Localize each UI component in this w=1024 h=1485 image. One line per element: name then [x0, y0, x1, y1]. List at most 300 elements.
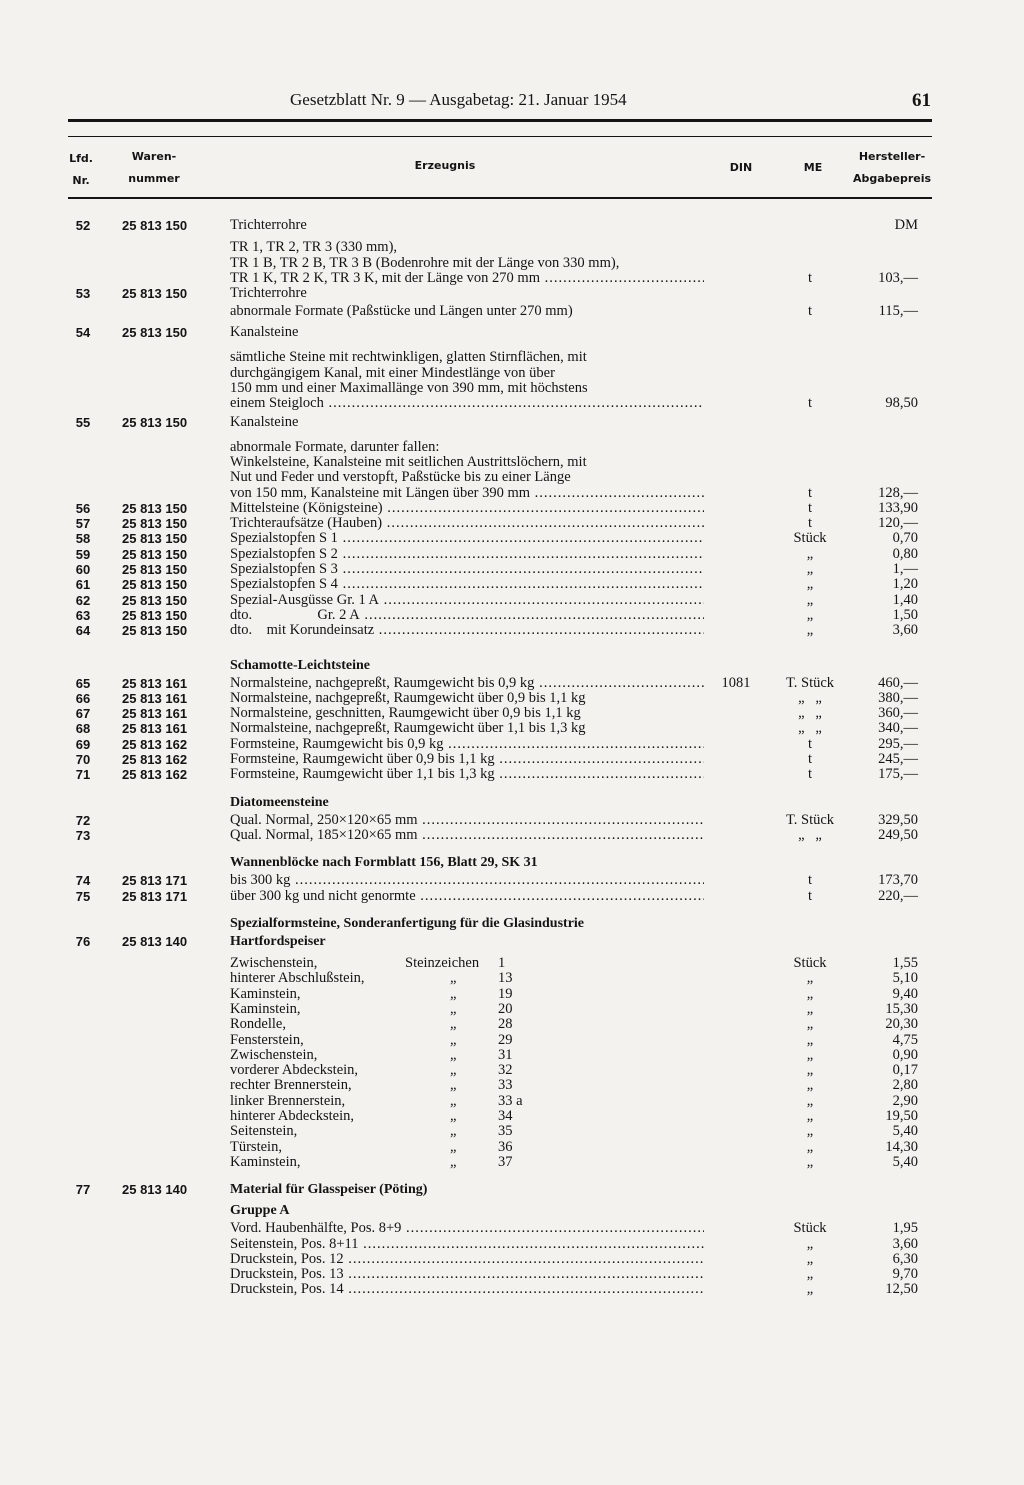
column-header-me: ME: [803, 161, 823, 174]
section-heading: [0, 1200, 1024, 1221]
item-code: 25 813 162: [122, 752, 188, 768]
column-header-abgabepreis: Hersteller- Abgabepreis: [852, 150, 932, 185]
item-code: 25 813 150: [122, 562, 188, 578]
item-unit: T. Stück: [785, 674, 835, 691]
item-price: 1,95: [892, 1220, 918, 1237]
item-unit: t: [807, 303, 813, 320]
stone-mark-number: 28: [498, 1016, 513, 1033]
item-unit: t: [807, 484, 813, 501]
table-row: [0, 1282, 1024, 1297]
stone-mark-label: „: [450, 1153, 457, 1170]
item-code: 25 813 161: [122, 706, 188, 722]
table-row: [0, 889, 1024, 904]
item-unit: „ „: [798, 720, 822, 737]
item-price: 9,70: [892, 1266, 918, 1283]
stone-mark-number: 37: [498, 1153, 513, 1170]
stone-mark-number: 34: [498, 1108, 513, 1125]
item-price: 1,40: [892, 591, 918, 608]
table-row: [0, 455, 1024, 470]
item-unit: „: [806, 1046, 814, 1063]
item-unit: t: [807, 751, 813, 768]
item-number: 74: [75, 873, 91, 889]
item-unit: „: [806, 985, 814, 1002]
item-price: 329,50: [878, 811, 918, 828]
table-row: [0, 706, 1024, 721]
stone-mark-label: „: [450, 1000, 457, 1017]
table-row: [0, 873, 1024, 888]
item-description: Fensterstein,: [230, 1032, 304, 1048]
item-code: 25 813 162: [122, 767, 188, 783]
item-price: 5,40: [892, 1123, 918, 1140]
item-unit: t: [807, 395, 813, 412]
item-unit: Stück: [793, 955, 827, 972]
table-row: [0, 1109, 1024, 1124]
item-number: 68: [75, 721, 91, 737]
item-code: 25 813 150: [122, 607, 188, 623]
item-price: 14,30: [885, 1138, 918, 1155]
item-price: 12,50: [885, 1281, 918, 1298]
item-unit: t: [807, 872, 813, 889]
item-description: abnormale Formate, darunter fallen:: [230, 439, 440, 455]
stone-mark-number: 33: [498, 1077, 513, 1094]
item-unit: „: [806, 576, 814, 593]
item-unit: „: [806, 1016, 814, 1033]
section-title: Spezialformsteine, Sonderanfertigung für die Glasindustrie: [230, 915, 585, 931]
item-unit: „: [806, 1123, 814, 1140]
stone-mark-label: „: [450, 1138, 457, 1155]
item-price: 175,—: [878, 766, 918, 783]
item-description: Spezialstopfen S 2 .....: [230, 547, 704, 562]
item-description: Qual. Normal, 250×120×65 mm .....: [230, 813, 704, 828]
item-number: 56: [75, 500, 91, 516]
section-title: Schamotte-Leichtsteine: [230, 657, 370, 673]
stone-mark-number: 35: [498, 1123, 513, 1140]
item-code: 25 813 150: [122, 531, 188, 547]
item-code: 25 813 150: [122, 414, 188, 430]
table-row: [0, 1155, 1024, 1170]
item-description: Kaminstein,: [230, 1154, 301, 1170]
table-row: [0, 531, 1024, 546]
table-row: [0, 350, 1024, 365]
item-code: 25 813 150: [122, 516, 188, 532]
item-description: TR 1, TR 2, TR 3 (330 mm),: [230, 240, 398, 256]
item-description: von 150 mm, Kanalsteine mit Längen über 390 mm .....: [230, 486, 704, 501]
item-price: 0,90: [892, 1046, 918, 1063]
item-code: 25 813 162: [122, 736, 188, 752]
item-code: 25 813 140: [122, 933, 188, 949]
item-description: Nut und Feder und verstopft, Paßstücke bis zu einer Länge: [230, 470, 571, 486]
item-number: 63: [75, 607, 91, 623]
column-header-nr: Lfd. Nr.: [69, 152, 93, 187]
item-price: 1,—: [892, 561, 918, 578]
stone-mark-number: 29: [498, 1031, 513, 1048]
item-description: TR 1 B, TR 2 B, TR 3 B (Bodenrohre mit der Länge von 330 mm),: [230, 255, 620, 271]
table-row: [0, 828, 1024, 843]
item-price: 0,80: [892, 545, 918, 562]
table-row: [0, 286, 1024, 301]
item-unit: „: [806, 1138, 814, 1155]
table-row: [0, 1017, 1024, 1032]
item-description: Spezialstopfen S 4 .....: [230, 577, 704, 592]
item-description: hinterer Abdeckstein,: [230, 1109, 355, 1125]
stone-mark-label: „: [450, 1062, 457, 1079]
item-description: Spezialstopfen S 1 .....: [230, 531, 704, 546]
table-row: [0, 1063, 1024, 1078]
item-unit: „: [806, 1000, 814, 1017]
stone-mark-number: 1: [498, 955, 506, 972]
table-row: [0, 1048, 1024, 1063]
table-row: [0, 691, 1024, 706]
item-unit: „: [806, 1031, 814, 1048]
table-row: [0, 1179, 1024, 1200]
item-unit: t: [807, 515, 813, 532]
table-row: [0, 934, 1024, 949]
subsection-title: Hartfordspeiser: [230, 933, 326, 949]
item-price: 20,30: [885, 1016, 918, 1033]
table-row: [0, 1252, 1024, 1267]
item-price: 360,—: [878, 705, 918, 722]
table-row: [0, 547, 1024, 562]
item-description: linker Brennerstein,: [230, 1093, 346, 1109]
subsection-title: Gruppe A: [230, 1203, 290, 1219]
stone-mark-label: Steinzeichen: [405, 955, 480, 972]
item-unit: t: [807, 499, 813, 516]
item-price: 1,50: [892, 606, 918, 623]
stone-mark-label: „: [450, 1123, 457, 1140]
item-description: Seitenstein,: [230, 1124, 298, 1140]
item-number: 62: [75, 592, 91, 608]
section-heading: [0, 792, 1024, 813]
item-number: 77: [75, 1182, 91, 1198]
item-description: hinterer Abschlußstein,: [230, 971, 365, 987]
table-row: [0, 1078, 1024, 1093]
item-description: Kaminstein,: [230, 1001, 301, 1017]
item-description: Mittelsteine (Königsteine) .....: [230, 501, 704, 516]
stone-mark-label: „: [450, 985, 457, 1002]
item-number: 72: [75, 812, 91, 828]
item-price: 98,50: [885, 395, 918, 412]
item-description: Zwischenstein,: [230, 956, 318, 972]
item-code: 25 813 150: [122, 500, 188, 516]
item-number: 53: [75, 286, 91, 302]
item-price: 1,20: [892, 576, 918, 593]
table-row: [0, 593, 1024, 608]
item-unit: Stück: [793, 1220, 827, 1237]
item-unit: „: [806, 1281, 814, 1298]
table-row: [0, 396, 1024, 411]
stone-mark-label: „: [450, 1031, 457, 1048]
table-row: [0, 486, 1024, 501]
table-row: [0, 737, 1024, 752]
item-description: Normalsteine, geschnitten, Raumgewicht über 0,9 bis 1,1 kg: [230, 706, 581, 722]
item-code: 25 813 140: [122, 1182, 188, 1198]
item-description: Kaminstein,: [230, 986, 301, 1002]
item-unit: „: [806, 1250, 814, 1267]
item-code: 25 813 161: [122, 675, 188, 691]
column-header-erzeugnis: Erzeugnis: [414, 159, 476, 172]
item-description: Trichteraufsätze (Hauben) .....: [230, 516, 704, 531]
stone-mark-label: „: [450, 1108, 457, 1125]
item-description: bis 300 kg .....: [230, 873, 704, 888]
item-unit: Stück: [793, 530, 827, 547]
item-number: 76: [75, 933, 91, 949]
table-row: [0, 1094, 1024, 1109]
item-code: 25 813 150: [122, 325, 188, 341]
item-description: Formsteine, Raumgewicht bis 0,9 kg .....: [230, 737, 704, 752]
item-unit: t: [807, 887, 813, 904]
column-header-din: DIN: [729, 161, 753, 174]
item-code: 25 813 161: [122, 721, 188, 737]
item-number: 60: [75, 562, 91, 578]
item-number: 73: [75, 827, 91, 843]
stone-mark-number: 13: [498, 970, 513, 987]
item-code: 25 813 171: [122, 888, 188, 904]
item-code: 25 813 150: [122, 286, 188, 302]
table-row: [0, 676, 1024, 691]
item-price: 15,30: [885, 1000, 918, 1017]
stone-mark-label: „: [450, 1092, 457, 1109]
item-price: 6,30: [892, 1250, 918, 1267]
item-description: sämtliche Steine mit rechtwinkligen, glatten Stirnflächen, mit: [230, 350, 587, 366]
table-row: [0, 1124, 1024, 1139]
item-unit: „: [806, 1077, 814, 1094]
item-description: Druckstein, Pos. 12 .....: [230, 1252, 704, 1267]
item-number: 65: [75, 675, 91, 691]
item-price: DM: [894, 217, 918, 233]
item-description: Normalsteine, nachgepreßt, Raumgewicht bis 0,9 kg .....: [230, 676, 704, 691]
table-row: [0, 412, 1024, 433]
item-unit: „ „: [798, 689, 822, 706]
item-description: TR 1 K, TR 2 K, TR 3 K, mit der Länge von 270 mm .....: [230, 271, 704, 286]
item-description: Spezial-Ausgüsse Gr. 1 A .....: [230, 593, 704, 608]
table-row: [0, 301, 1024, 322]
item-price: 103,—: [878, 269, 918, 286]
item-description: Druckstein, Pos. 13 .....: [230, 1267, 704, 1282]
item-price: 19,50: [885, 1108, 918, 1125]
stone-mark-number: 33 a: [498, 1092, 523, 1109]
table-row: [0, 256, 1024, 271]
item-code: 25 813 150: [122, 623, 188, 639]
item-code: 25 813 150: [122, 218, 188, 233]
item-unit: „: [806, 622, 814, 639]
item-unit: „: [806, 1153, 814, 1170]
table-row: [0, 322, 1024, 343]
item-price: 295,—: [878, 735, 918, 752]
item-number: 59: [75, 546, 91, 562]
table-row: [0, 1140, 1024, 1155]
item-unit: T. Stück: [785, 811, 835, 828]
table-row: [0, 987, 1024, 1002]
table-row: [0, 501, 1024, 516]
header-rule-thin: [68, 136, 932, 137]
item-unit: „: [806, 970, 814, 987]
stone-mark-label: „: [450, 970, 457, 987]
table-row: [0, 971, 1024, 986]
item-description: dto. Gr. 2 A .....: [230, 608, 704, 623]
item-description: 150 mm und einer Maximallänge von 390 mm, mit höchstens: [230, 381, 588, 397]
item-unit: „: [806, 1235, 814, 1252]
item-price: 3,60: [892, 1235, 918, 1252]
item-number: 75: [75, 888, 91, 904]
item-unit: „ „: [798, 826, 822, 843]
section-heading: [0, 913, 1024, 934]
item-number: 55: [75, 414, 91, 430]
item-code: 25 813 171: [122, 873, 188, 889]
section-title: Wannenblöcke nach Formblatt 156, Blatt 29, SK 31: [230, 855, 538, 871]
table-row: [0, 240, 1024, 255]
item-unit: „: [806, 606, 814, 623]
item-description: Zwischenstein,: [230, 1047, 318, 1063]
item-description: dto. mit Korundeinsatz .....: [230, 623, 704, 638]
item-code: 25 813 161: [122, 690, 188, 706]
item-description: Kanalsteine: [230, 413, 299, 430]
item-price: 5,10: [892, 970, 918, 987]
item-number: 61: [75, 577, 91, 593]
item-unit: „: [806, 1108, 814, 1125]
section-heading: [0, 655, 1024, 676]
item-description: Trichterrohre: [230, 286, 307, 302]
table-row: [0, 608, 1024, 623]
page-number: 61: [912, 90, 931, 111]
table-row: [0, 562, 1024, 577]
header-rule-bottom: [68, 197, 932, 199]
item-number: 57: [75, 516, 91, 532]
item-description: vorderer Abdeckstein,: [230, 1063, 359, 1079]
table-row: [0, 440, 1024, 455]
item-code: 25 813 150: [122, 592, 188, 608]
item-description: Normalsteine, nachgepreßt, Raumgewicht über 0,9 bis 1,1 kg: [230, 690, 586, 706]
item-code: 25 813 150: [122, 546, 188, 562]
item-price: 0,70: [892, 530, 918, 547]
table-row: [0, 516, 1024, 531]
item-price: 9,40: [892, 985, 918, 1002]
item-number: 64: [75, 623, 91, 639]
item-description: Rondelle,: [230, 1017, 286, 1033]
table-row: [0, 381, 1024, 396]
running-head: Gesetzblatt Nr. 9 — Ausgabetag: 21. Januar 1954: [290, 90, 627, 109]
item-unit: t: [807, 735, 813, 752]
item-number: 66: [75, 690, 91, 706]
item-number: 67: [75, 706, 91, 722]
item-number: 70: [75, 752, 91, 768]
item-price: 4,75: [892, 1031, 918, 1048]
item-unit: „: [806, 1062, 814, 1079]
stone-mark-label: „: [450, 1077, 457, 1094]
table-row: [0, 470, 1024, 485]
item-description: Seitenstein, Pos. 8+11 .....: [230, 1237, 704, 1252]
item-unit: „: [806, 561, 814, 578]
table-row: [0, 366, 1024, 381]
item-description: über 300 kg und nicht genormte .....: [230, 889, 704, 904]
item-description: Formsteine, Raumgewicht über 1,1 bis 1,3 kg .....: [230, 767, 704, 782]
table-row: [0, 271, 1024, 286]
item-din: 1081: [721, 674, 751, 691]
item-description: durchgängigem Kanal, mit einer Mindestlänge von über: [230, 365, 555, 381]
section-heading: [0, 852, 1024, 873]
stone-mark-number: 31: [498, 1046, 513, 1063]
stone-mark-number: 32: [498, 1062, 513, 1079]
stone-mark-number: 36: [498, 1138, 513, 1155]
item-unit: t: [807, 766, 813, 783]
section-title: Diatomeensteine: [230, 794, 329, 810]
table-row: [0, 767, 1024, 782]
table-row: [0, 752, 1024, 767]
header-rule-top: [68, 119, 932, 122]
item-description: rechter Brennerstein,: [230, 1078, 352, 1094]
item-unit: „ „: [798, 705, 822, 722]
item-price: 245,—: [878, 751, 918, 768]
item-price: 3,60: [892, 622, 918, 639]
item-price: 340,—: [878, 720, 918, 737]
table-row: [0, 1221, 1024, 1236]
item-price: 133,90: [878, 499, 918, 516]
item-code: 25 813 150: [122, 577, 188, 593]
item-price: 249,50: [878, 826, 918, 843]
item-description: Formsteine, Raumgewicht über 0,9 bis 1,1 kg .....: [230, 752, 704, 767]
item-price: 2,90: [892, 1092, 918, 1109]
item-number: 69: [75, 736, 91, 752]
item-description: abnormale Formate (Paßstücke und Längen unter 270 mm): [230, 303, 573, 320]
item-number: 58: [75, 531, 91, 547]
price-table: [0, 218, 1024, 1298]
table-row: [0, 577, 1024, 592]
item-price: 128,—: [878, 484, 918, 501]
item-unit: t: [807, 269, 813, 286]
stone-mark-label: „: [450, 1016, 457, 1033]
table-row: [0, 721, 1024, 736]
item-unit: „: [806, 1092, 814, 1109]
item-price: 1,55: [892, 955, 918, 972]
item-price: 0,17: [892, 1062, 918, 1079]
item-price: 120,—: [878, 515, 918, 532]
table-row: [0, 1033, 1024, 1048]
table-row: [0, 1002, 1024, 1017]
item-price: 173,70: [878, 872, 918, 889]
item-price: 460,—: [878, 674, 918, 691]
table-row: [0, 218, 1024, 233]
item-price: 115,—: [878, 303, 918, 320]
stone-mark-number: 19: [498, 985, 513, 1002]
stone-mark-number: 20: [498, 1000, 513, 1017]
item-price: 5,40: [892, 1153, 918, 1170]
table-row: [0, 1237, 1024, 1252]
item-price: 220,—: [878, 887, 918, 904]
item-description: einem Steigloch .....: [230, 396, 704, 411]
table-row: [0, 956, 1024, 971]
item-description: Druckstein, Pos. 14 .....: [230, 1282, 704, 1297]
item-unit: „: [806, 545, 814, 562]
item-description: Spezialstopfen S 3 .....: [230, 562, 704, 577]
column-header-warennummer: Waren- nummer: [128, 150, 180, 185]
stone-mark-label: „: [450, 1046, 457, 1063]
item-number: 71: [75, 767, 91, 783]
item-description: Winkelsteine, Kanalsteine mit seitlichen Austrittslöchern, mit: [230, 454, 587, 470]
item-description: Qual. Normal, 185×120×65 mm .....: [230, 828, 704, 843]
item-description: Trichterrohre: [230, 218, 307, 233]
table-row: [0, 813, 1024, 828]
item-description: Vord. Haubenhälfte, Pos. 8+9 .....: [230, 1221, 704, 1236]
item-price: 380,—: [878, 689, 918, 706]
item-unit: „: [806, 591, 814, 608]
item-description: Türstein,: [230, 1139, 282, 1155]
section-title: Material für Glasspeiser (Pöting): [230, 1182, 428, 1198]
item-price: 2,80: [892, 1077, 918, 1094]
table-row: [0, 623, 1024, 638]
item-number: 52: [75, 218, 91, 233]
item-number: 54: [75, 325, 91, 341]
item-description: Kanalsteine: [230, 324, 299, 341]
item-unit: „: [806, 1266, 814, 1283]
